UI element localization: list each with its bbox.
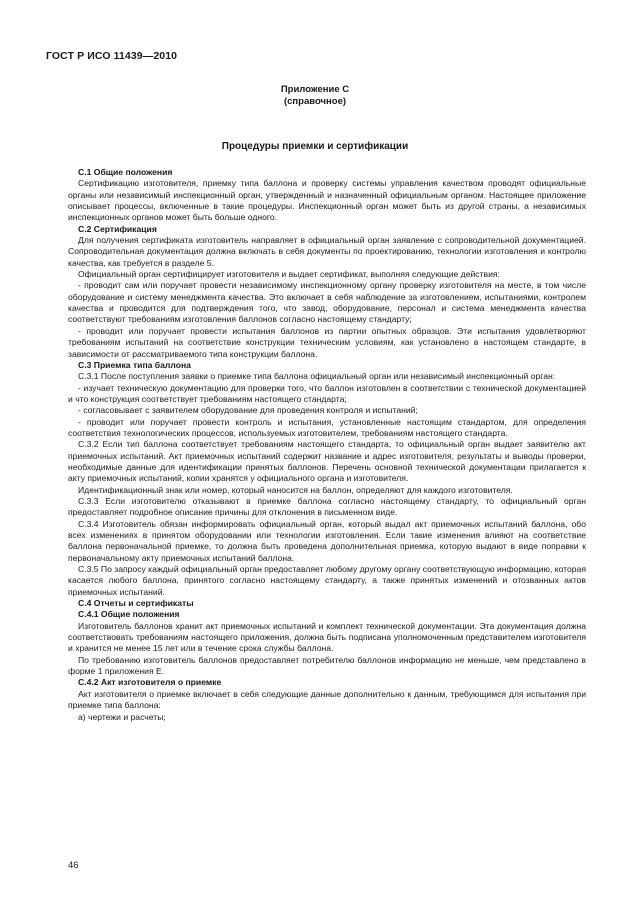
paragraph: - проводит или поручает провести контроль и испытания, установленные настоящим стандартом, для определения соответствия технологических процессов, используемых изготовителем, требованиям настоящего стандарта. (68, 416, 586, 438)
paragraph: По требованию изготовитель баллонов предоставляет потребителю баллонов информацию не меньше, чем представлено в форме 1 приложения Е. (68, 654, 586, 677)
paragraph: Акт изготовителя о приемке включает в себя следующие данные дополнительно к данным, требующимся для испытания при приемке типа баллона: (68, 688, 586, 711)
paragraph: Официальный орган сертифицирует изготовителя и выдает сертификат, выполняя следующие действия: (78, 269, 500, 280)
annex-type: (справочное) (283, 96, 347, 107)
paragraph: С.3.5 По запросу каждый официальный орган предоставляет любому другому органу соответствующую информацию, которая касается любого баллона, принятого согласно настоящему стандарту, а также принятых изменений и отозванных актов приемочных испытаний. (68, 564, 587, 597)
paragraph: С.3.2 Если тип баллона соответствует требованиям настоящего стандарта, то официальный орган выдает заявителю акт приемочных испытаний. Акт приемочных испытаний содержит название и адрес изготовителя, результаты и выводы проверки, необходимые данные для идентификации принятых баллонов. Перечень основной технической документации прилагается к акту приемочных испытаний, копии хранятся у официального органа и изготовителя. (68, 439, 586, 484)
paragraph: Изготовитель баллонов хранит акт приемочных испытаний и комплект технической документации. Эта документация должна соответствовать требованиям настоящего приложения, должна быть подписана уполномоченным представителем изготовителя и хранится не менее 15 лет или в течение срока службы баллона. (68, 620, 586, 654)
document-body (68, 167, 586, 723)
paragraph: Сертификацию изготовителя, приемку типа баллона и проверку системы управления качеством проводят официальные органы или независимый инспекционный орган, утвержденный и назначенный официальным органом. Настоящее приложение описывает процессы, включенные в такие процедуры. Инспекционный орган может быть из другой страны, а независимых инспекционных органов может быть больше одного. (68, 178, 586, 223)
document-header: ГОСТ Р ИСО 11439—2010 (46, 50, 178, 62)
paragraph: Идентификационный знак или номер, который наносится на баллон, определяют для каждого изготовителя. (78, 484, 513, 495)
paragraph: С.3.3 Если изготовителю отказывают в приемке баллона согласно настоящему стандарту, то официальный орган предоставляет подробное описание причины для отклонения в письменном виде. (68, 495, 586, 518)
subsection-heading: С.4.2 Акт изготовителя о приемке (78, 677, 222, 688)
paragraph: С.3.1 После поступления заявки о приемке типа баллона официальный орган или независимый инспекционный орган: (78, 371, 556, 382)
paragraph: - проводит сам или поручает провести независимому инспекционному органу проверку изготовителя на месте, в том числе оборудование и систему менеджмента качества. Это включает в себя наблюдение за изготовлением, испытаниями, контролем качества и проводится для подтверждения того, что завод, оборудование, персонал и система менеджмента качества соответствуют требованиям изготовления баллонов согласно настоящему стандарту; (68, 280, 586, 325)
paragraph: - проводит или поручает провести испытания баллонов из партии опытных образцов. Эти испытания удовлетворяют требованиям испытаний на соответствие конструкции техническим условиям, как установлено в настоящем стандарте, в зависимости от рассматриваемого типа конструкции баллона. (68, 325, 586, 359)
subsection-heading: С.3 Приемка типа баллона (78, 359, 191, 370)
annex-heading (0, 84, 630, 108)
paragraph: - изучает техническую документацию для проверки того, что баллон изготовлен в соответствии с технической документацией и что конструкция соответствует требованиям настоящего стандарта; (68, 382, 586, 404)
subsection-heading: С.4.1 Общие положения (78, 609, 180, 620)
page-number: 46 (68, 860, 79, 871)
section-title: Процедуры приемки и сертификации (221, 141, 409, 152)
paragraph: С.3.4 Изготовитель обязан информировать официальный орган, который выдал акт приемочных испытаний баллона, обо всех изменениях в принятом оборудовании или технологии изготовления. Если такие изменения влияют на соответствие баллона первоначальной приемке, то должна быть проведена дополнительная приемка, которую выдают в виде поправки к первоначальному акту приемочных испытаний баллона. (68, 518, 586, 563)
annex-title: Приложение С (280, 84, 350, 95)
paragraph: Для получения сертификата изготовитель направляет в официальный орган заявление с сопроводительной документацией. Сопроводительная документация должна включать в себя документы по проектированию, технологии изготовления и контролю качества, как требуется в разделе 5. (68, 235, 586, 268)
subsection-heading: С.1 Общие положения (78, 167, 173, 177)
subsection-heading: С.2 Сертификация (78, 223, 157, 234)
paragraph: а) чертежи и расчеты; (78, 711, 166, 722)
paragraph: - согласовывает с заявителем оборудование для проведения контроля и испытаний; (78, 405, 418, 416)
subsection-heading: С.4 Отчеты и сертификаты (78, 598, 194, 609)
